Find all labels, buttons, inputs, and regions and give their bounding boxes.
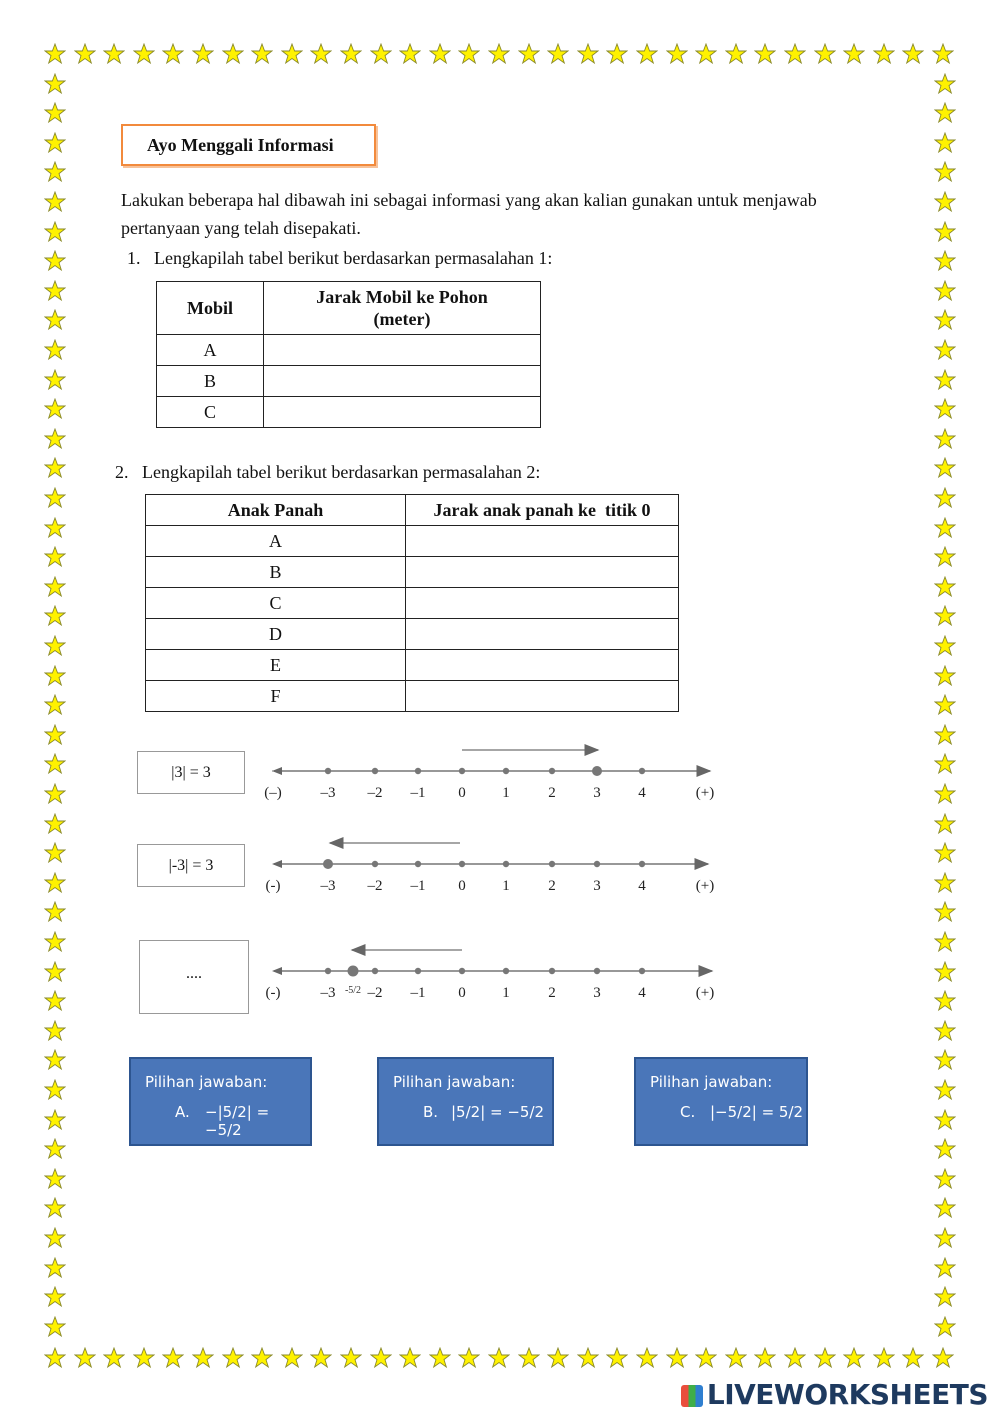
star-icon (934, 1257, 956, 1279)
star-icon (934, 132, 956, 154)
star-icon (518, 1347, 540, 1369)
question-number: 1. (127, 248, 141, 268)
tick-label: –1 (410, 985, 426, 1001)
star-icon (44, 1227, 66, 1249)
star-icon (934, 1197, 956, 1219)
star-icon (577, 43, 599, 65)
star-icon (934, 576, 956, 598)
star-icon (310, 43, 332, 65)
star-icon (370, 43, 392, 65)
tick-label: 3 (593, 878, 601, 894)
number-line-point (415, 861, 421, 867)
star-icon (934, 961, 956, 983)
star-icon (934, 724, 956, 746)
star-icon (44, 872, 66, 894)
question-text: Lengkapilah tabel berikut berdasarkan permasalahan 1: (154, 248, 553, 268)
column-header: Anak Panah (146, 495, 406, 526)
star-icon (873, 1347, 895, 1369)
number-line-point (325, 968, 331, 974)
tick-label: 2 (548, 985, 556, 1001)
answer-label: Pilihan jawaban: (145, 1073, 268, 1091)
star-icon (44, 901, 66, 923)
star-icon (932, 1347, 954, 1369)
star-icon (843, 1347, 865, 1369)
number-line-3 (266, 950, 715, 1001)
row-label: E (146, 650, 406, 681)
star-icon (725, 1347, 747, 1369)
star-icon (44, 990, 66, 1012)
star-icon (636, 43, 658, 65)
star-icon (934, 191, 956, 213)
answer-letter: C. (680, 1103, 696, 1121)
star-icon (44, 665, 66, 687)
star-icon (666, 43, 688, 65)
star-icon (934, 309, 956, 331)
number-line-1 (264, 750, 714, 801)
star-icon (902, 1347, 924, 1369)
table-row (157, 366, 541, 397)
star-icon (934, 339, 956, 361)
tick-label: (+) (695, 878, 715, 894)
number-line-point (549, 768, 555, 774)
table-anak-panah (145, 494, 679, 712)
tick-label: 1 (502, 785, 510, 801)
star-icon (44, 132, 66, 154)
star-icon (44, 1079, 66, 1101)
star-icon (934, 161, 956, 183)
answer-cell[interactable] (406, 588, 679, 619)
number-line-point (639, 968, 645, 974)
tick-label: 4 (638, 878, 646, 894)
star-icon (133, 1347, 155, 1369)
star-icon (518, 43, 540, 65)
tick-label: –1 (410, 878, 426, 894)
star-icon (934, 369, 956, 391)
star-icon (934, 901, 956, 923)
star-icon (44, 369, 66, 391)
tick-label: 4 (638, 985, 646, 1001)
star-icon (429, 43, 451, 65)
number-line-point (503, 968, 509, 974)
number-line-point (503, 768, 509, 774)
star-icon (934, 73, 956, 95)
number-line-point (323, 859, 333, 869)
star-icon (934, 872, 956, 894)
star-icon (44, 191, 66, 213)
table-row (157, 335, 541, 366)
tick-label: 0 (458, 878, 466, 894)
star-icon (934, 753, 956, 775)
star-icon (814, 43, 836, 65)
star-icon (843, 43, 865, 65)
intro-paragraph: Lakukan beberapa hal dibawah ini sebagai informasi yang akan kalian gunakan untuk menjawab pertanyaan yang telah disepakati. (121, 190, 817, 238)
star-icon (44, 73, 66, 95)
number-line-point (459, 768, 465, 774)
star-icon (44, 102, 66, 124)
row-label: B (157, 366, 264, 397)
logo-icon (681, 1385, 703, 1407)
star-icon (934, 428, 956, 450)
star-icon (934, 221, 956, 243)
star-icon (934, 605, 956, 627)
question-2 (115, 462, 540, 483)
answer-label: Pilihan jawaban: (650, 1073, 773, 1091)
star-icon (488, 1347, 510, 1369)
question-number: 2. (115, 462, 129, 482)
star-icon (44, 605, 66, 627)
tick-label: 4 (638, 785, 646, 801)
star-icon (44, 457, 66, 479)
number-line-point (348, 966, 359, 977)
number-line-point (459, 968, 465, 974)
star-icon (934, 694, 956, 716)
number-line-2 (266, 843, 715, 894)
star-icon (162, 43, 184, 65)
star-icon (74, 43, 96, 65)
star-icon (934, 546, 956, 568)
question-text: Lengkapilah tabel berikut berdasarkan permasalahan 2: (142, 462, 541, 482)
tick-label: (-) (265, 878, 281, 894)
answer-label: Pilihan jawaban: (393, 1073, 516, 1091)
star-icon (934, 1227, 956, 1249)
number-line-point (639, 768, 645, 774)
star-icon (547, 43, 569, 65)
column-header: Mobil (157, 282, 264, 335)
star-icon (934, 398, 956, 420)
star-icon (44, 517, 66, 539)
tick-label: (+) (695, 985, 715, 1001)
star-icon (458, 43, 480, 65)
star-icon (934, 487, 956, 509)
star-icon (547, 1347, 569, 1369)
star-icon (192, 43, 214, 65)
number-line-point (503, 861, 509, 867)
star-icon (784, 43, 806, 65)
star-icon (934, 1316, 956, 1338)
star-icon (932, 43, 954, 65)
star-icon (44, 339, 66, 361)
star-icon (44, 280, 66, 302)
star-icon (934, 990, 956, 1012)
star-icon (44, 753, 66, 775)
star-icon (162, 1347, 184, 1369)
star-icon (695, 1347, 717, 1369)
star-icon (666, 1347, 688, 1369)
star-icon (934, 517, 956, 539)
table-row (146, 681, 679, 712)
row-label: C (157, 397, 264, 428)
star-icon (934, 1138, 956, 1160)
answer-cell[interactable] (406, 526, 679, 557)
number-line-point (549, 968, 555, 974)
star-icon (133, 43, 155, 65)
star-icon (192, 1347, 214, 1369)
column-header: Jarak anak panah ke titik 0 (406, 495, 679, 526)
answer-cell[interactable] (406, 681, 679, 712)
tick-label: 0 (458, 985, 466, 1001)
column-header (264, 282, 541, 335)
star-icon (754, 43, 776, 65)
star-icon (934, 250, 956, 272)
star-icon (814, 1347, 836, 1369)
tick-label: 2 (548, 878, 556, 894)
star-icon (340, 43, 362, 65)
star-icon (281, 43, 303, 65)
answer-letter: A. (175, 1103, 190, 1121)
answer-cell[interactable] (406, 557, 679, 588)
equation-box: |3| = 3 (137, 751, 245, 794)
star-icon (934, 665, 956, 687)
star-icon (873, 43, 895, 65)
star-icon (44, 961, 66, 983)
star-icon (606, 43, 628, 65)
answer-expression: |−5/2| = 5/2 (710, 1103, 804, 1121)
number-line-point (594, 861, 600, 867)
star-icon (44, 1316, 66, 1338)
star-icon (74, 1347, 96, 1369)
star-icon (44, 398, 66, 420)
star-icon (934, 1079, 956, 1101)
tick-label: 2 (548, 785, 556, 801)
logo-text: LIVEWORKSHEETS (706, 1378, 988, 1411)
tick-label: (-) (265, 985, 281, 1001)
star-icon (44, 1257, 66, 1279)
table-row (146, 557, 679, 588)
star-icon (251, 43, 273, 65)
star-icon (488, 43, 510, 65)
star-icon (44, 783, 66, 805)
star-icon (44, 221, 66, 243)
star-icon (695, 43, 717, 65)
star-icon (934, 842, 956, 864)
tick-label: –3 (320, 878, 336, 894)
star-icon (606, 1347, 628, 1369)
star-icon (725, 43, 747, 65)
star-icon (44, 724, 66, 746)
number-line-point (639, 861, 645, 867)
tick-label: –2 (367, 985, 383, 1001)
table-mobil (156, 281, 541, 428)
answer-choice-b[interactable] (377, 1057, 554, 1146)
star-icon (44, 1286, 66, 1308)
section-title: Ayo Menggali Informasi (121, 124, 376, 166)
liveworksheets-logo (681, 1378, 988, 1411)
star-icon (934, 1286, 956, 1308)
star-icon (44, 1168, 66, 1190)
number-line-point (372, 968, 378, 974)
star-icon (934, 813, 956, 835)
answer-cell[interactable] (264, 366, 541, 397)
row-label: F (146, 681, 406, 712)
tick-label: 0 (458, 785, 466, 801)
star-icon (44, 1049, 66, 1071)
answer-choice-a[interactable] (129, 1057, 312, 1146)
tick-label: –1 (410, 785, 426, 801)
number-line-point (415, 968, 421, 974)
star-icon (44, 842, 66, 864)
star-icon (103, 1347, 125, 1369)
header-line: (meter) (373, 309, 431, 329)
star-icon (399, 1347, 421, 1369)
table-row (146, 588, 679, 619)
star-icon (458, 1347, 480, 1369)
answer-cell[interactable] (406, 650, 679, 681)
star-icon (44, 428, 66, 450)
star-icon (340, 1347, 362, 1369)
star-icon (44, 43, 66, 65)
star-icon (44, 1109, 66, 1131)
row-label: A (146, 526, 406, 557)
star-icon (44, 1020, 66, 1042)
star-icon (44, 250, 66, 272)
answer-cell[interactable] (264, 397, 541, 428)
star-icon (222, 43, 244, 65)
star-icon (429, 1347, 451, 1369)
star-icon (44, 694, 66, 716)
number-lines (250, 735, 730, 1015)
tick-label: –2 (367, 878, 383, 894)
row-label: A (157, 335, 264, 366)
table-row (157, 397, 541, 428)
star-icon (934, 1109, 956, 1131)
table-row (146, 619, 679, 650)
tick-label: 1 (502, 985, 510, 1001)
row-label: C (146, 588, 406, 619)
star-icon (44, 813, 66, 835)
star-icon (310, 1347, 332, 1369)
star-icon (222, 1347, 244, 1369)
row-label: B (146, 557, 406, 588)
star-icon (44, 487, 66, 509)
star-icon (934, 635, 956, 657)
table-row (146, 650, 679, 681)
number-line-point (325, 768, 331, 774)
tick-label: 3 (593, 985, 601, 1001)
tick-label: 1 (502, 878, 510, 894)
answer-expression: |5/2| = −5/2 (451, 1103, 545, 1121)
star-icon (636, 1347, 658, 1369)
star-icon (44, 576, 66, 598)
number-line-point (415, 768, 421, 774)
star-icon (44, 309, 66, 331)
number-line-point (459, 861, 465, 867)
tick-label: –3 (320, 785, 336, 801)
fraction-label: -5/2 (344, 985, 362, 996)
answer-choice-c[interactable] (634, 1057, 808, 1146)
tick-label: –3 (320, 985, 336, 1001)
star-icon (934, 1168, 956, 1190)
tick-label: (+) (695, 785, 715, 801)
star-icon (44, 635, 66, 657)
number-line-point (594, 968, 600, 974)
star-icon (103, 43, 125, 65)
star-icon (44, 1197, 66, 1219)
star-icon (44, 931, 66, 953)
number-line-point (549, 861, 555, 867)
star-icon (934, 102, 956, 124)
star-icon (934, 280, 956, 302)
tick-label: –2 (367, 785, 383, 801)
star-icon (44, 161, 66, 183)
star-icon (44, 546, 66, 568)
star-icon (934, 783, 956, 805)
number-line-point (592, 766, 602, 776)
number-line-point (372, 768, 378, 774)
equation-box: |-3| = 3 (137, 844, 245, 887)
star-icon (754, 1347, 776, 1369)
star-icon (902, 43, 924, 65)
star-icon (784, 1347, 806, 1369)
tick-label: 3 (593, 785, 601, 801)
answer-letter: B. (423, 1103, 439, 1121)
tick-label: (–) (264, 785, 282, 801)
star-icon (577, 1347, 599, 1369)
star-icon (44, 1138, 66, 1160)
row-label: D (146, 619, 406, 650)
star-icon (251, 1347, 273, 1369)
star-icon (934, 1049, 956, 1071)
star-icon (281, 1347, 303, 1369)
header-line: Jarak Mobil ke Pohon (316, 287, 488, 307)
answer-cell[interactable] (264, 335, 541, 366)
star-icon (934, 931, 956, 953)
star-icon (934, 457, 956, 479)
answer-box[interactable]: .... (139, 940, 249, 1014)
question-1 (127, 248, 552, 269)
number-line-point (372, 861, 378, 867)
star-icon (370, 1347, 392, 1369)
star-icon (44, 1347, 66, 1369)
answer-expression: −|5/2| = −5/2 (205, 1103, 270, 1139)
answer-cell[interactable] (406, 619, 679, 650)
star-icon (399, 43, 421, 65)
star-icon (934, 1020, 956, 1042)
table-row (146, 526, 679, 557)
